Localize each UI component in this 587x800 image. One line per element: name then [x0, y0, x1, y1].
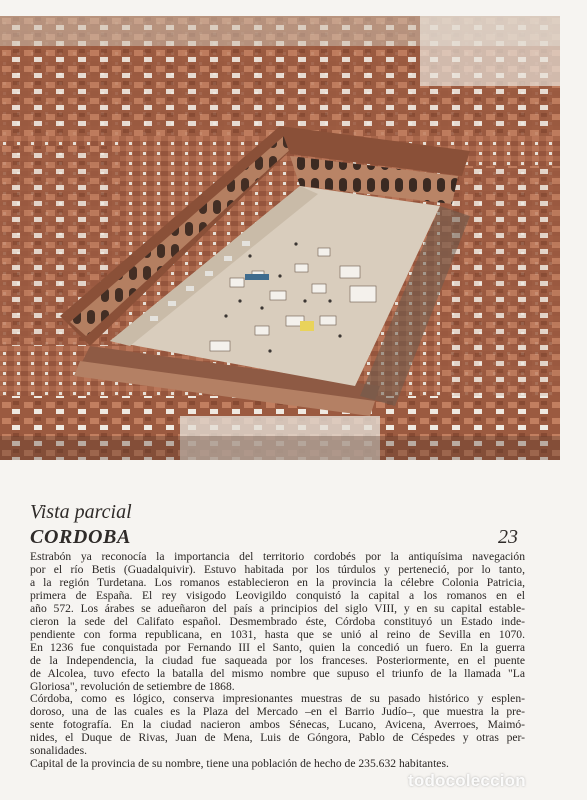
- body-line: año 572. Los árabes se adueñaron del país a principios del siglo VIII, y en su capital estable-: [30, 601, 525, 615]
- body-line: cieron la sede del Califato español. Desmembrado éste, Córdoba constituyó un Estado inde-: [30, 614, 525, 628]
- body-line: sente fotografía. En la ciudad nacieron ambos Sénecas, Lucano, Avicena, Averroes, Maimó-: [30, 718, 525, 732]
- body-line: a la región Turdetana. Los romanos establecieron en la provincia la célebre Colonia Patricia,: [30, 575, 525, 589]
- body-line: pendiente con forma republicana, en 1031, hasta que se unió al reino de Sevilla en 1070.: [30, 627, 525, 641]
- page-number: 23: [498, 526, 518, 548]
- body-line: primera de España. El rey visigodo Leovigildo conquistó la capital a los romanos en el: [30, 588, 525, 602]
- body-line: sonalidades.: [30, 744, 87, 758]
- body-line: Capital de la provincia de su nombre, tiene una población de hecho de 235.632 habitantes.: [30, 757, 449, 771]
- body-line: Estrabón ya reconocía la importancia del territorio cordobés por la antiquísima navegación: [30, 550, 525, 563]
- body-line: Córdoba, como es lógico, conserva impresionantes muestras de su pasado histórico y esplen-: [30, 692, 525, 706]
- body-line: de la Independencia, la ciudad fue saqueada por los franceses. Posteriormente, en el puente: [30, 653, 525, 667]
- body-line: de Alcolea, tuvo efecto la batalla del mismo nombre que supuso el triunfo de la llamada "La: [30, 666, 525, 680]
- aerial-photo-plaza: [0, 16, 560, 460]
- body-line: nides, el Duque de Rivas, Juan de Mena, Luis de Góngora, Pablo de Céspedes y otras per-: [30, 731, 525, 745]
- body-line: por el río Betis (Guadalquivir). Estuvo habitada por los túrdulos y perteneció, por lo tanto,: [30, 562, 525, 576]
- body-line: En 1236 fue conquistada por Fernando III el Santo, quien la concedió un fuero. En la guerra: [30, 640, 525, 654]
- body-line: Gloriosa", revolución de setiembre de 1868.: [30, 679, 235, 693]
- caption-title: Vista parcial: [30, 501, 132, 523]
- caption-city: CORDOBA: [30, 526, 131, 548]
- body-line: doroso, una de las cuales es la Plaza del Mercado –en el Barrio Judío–, que muestra la pre-: [30, 705, 525, 719]
- watermark-logo: todocoleccion: [408, 771, 526, 790]
- body-text: [30, 551, 525, 771]
